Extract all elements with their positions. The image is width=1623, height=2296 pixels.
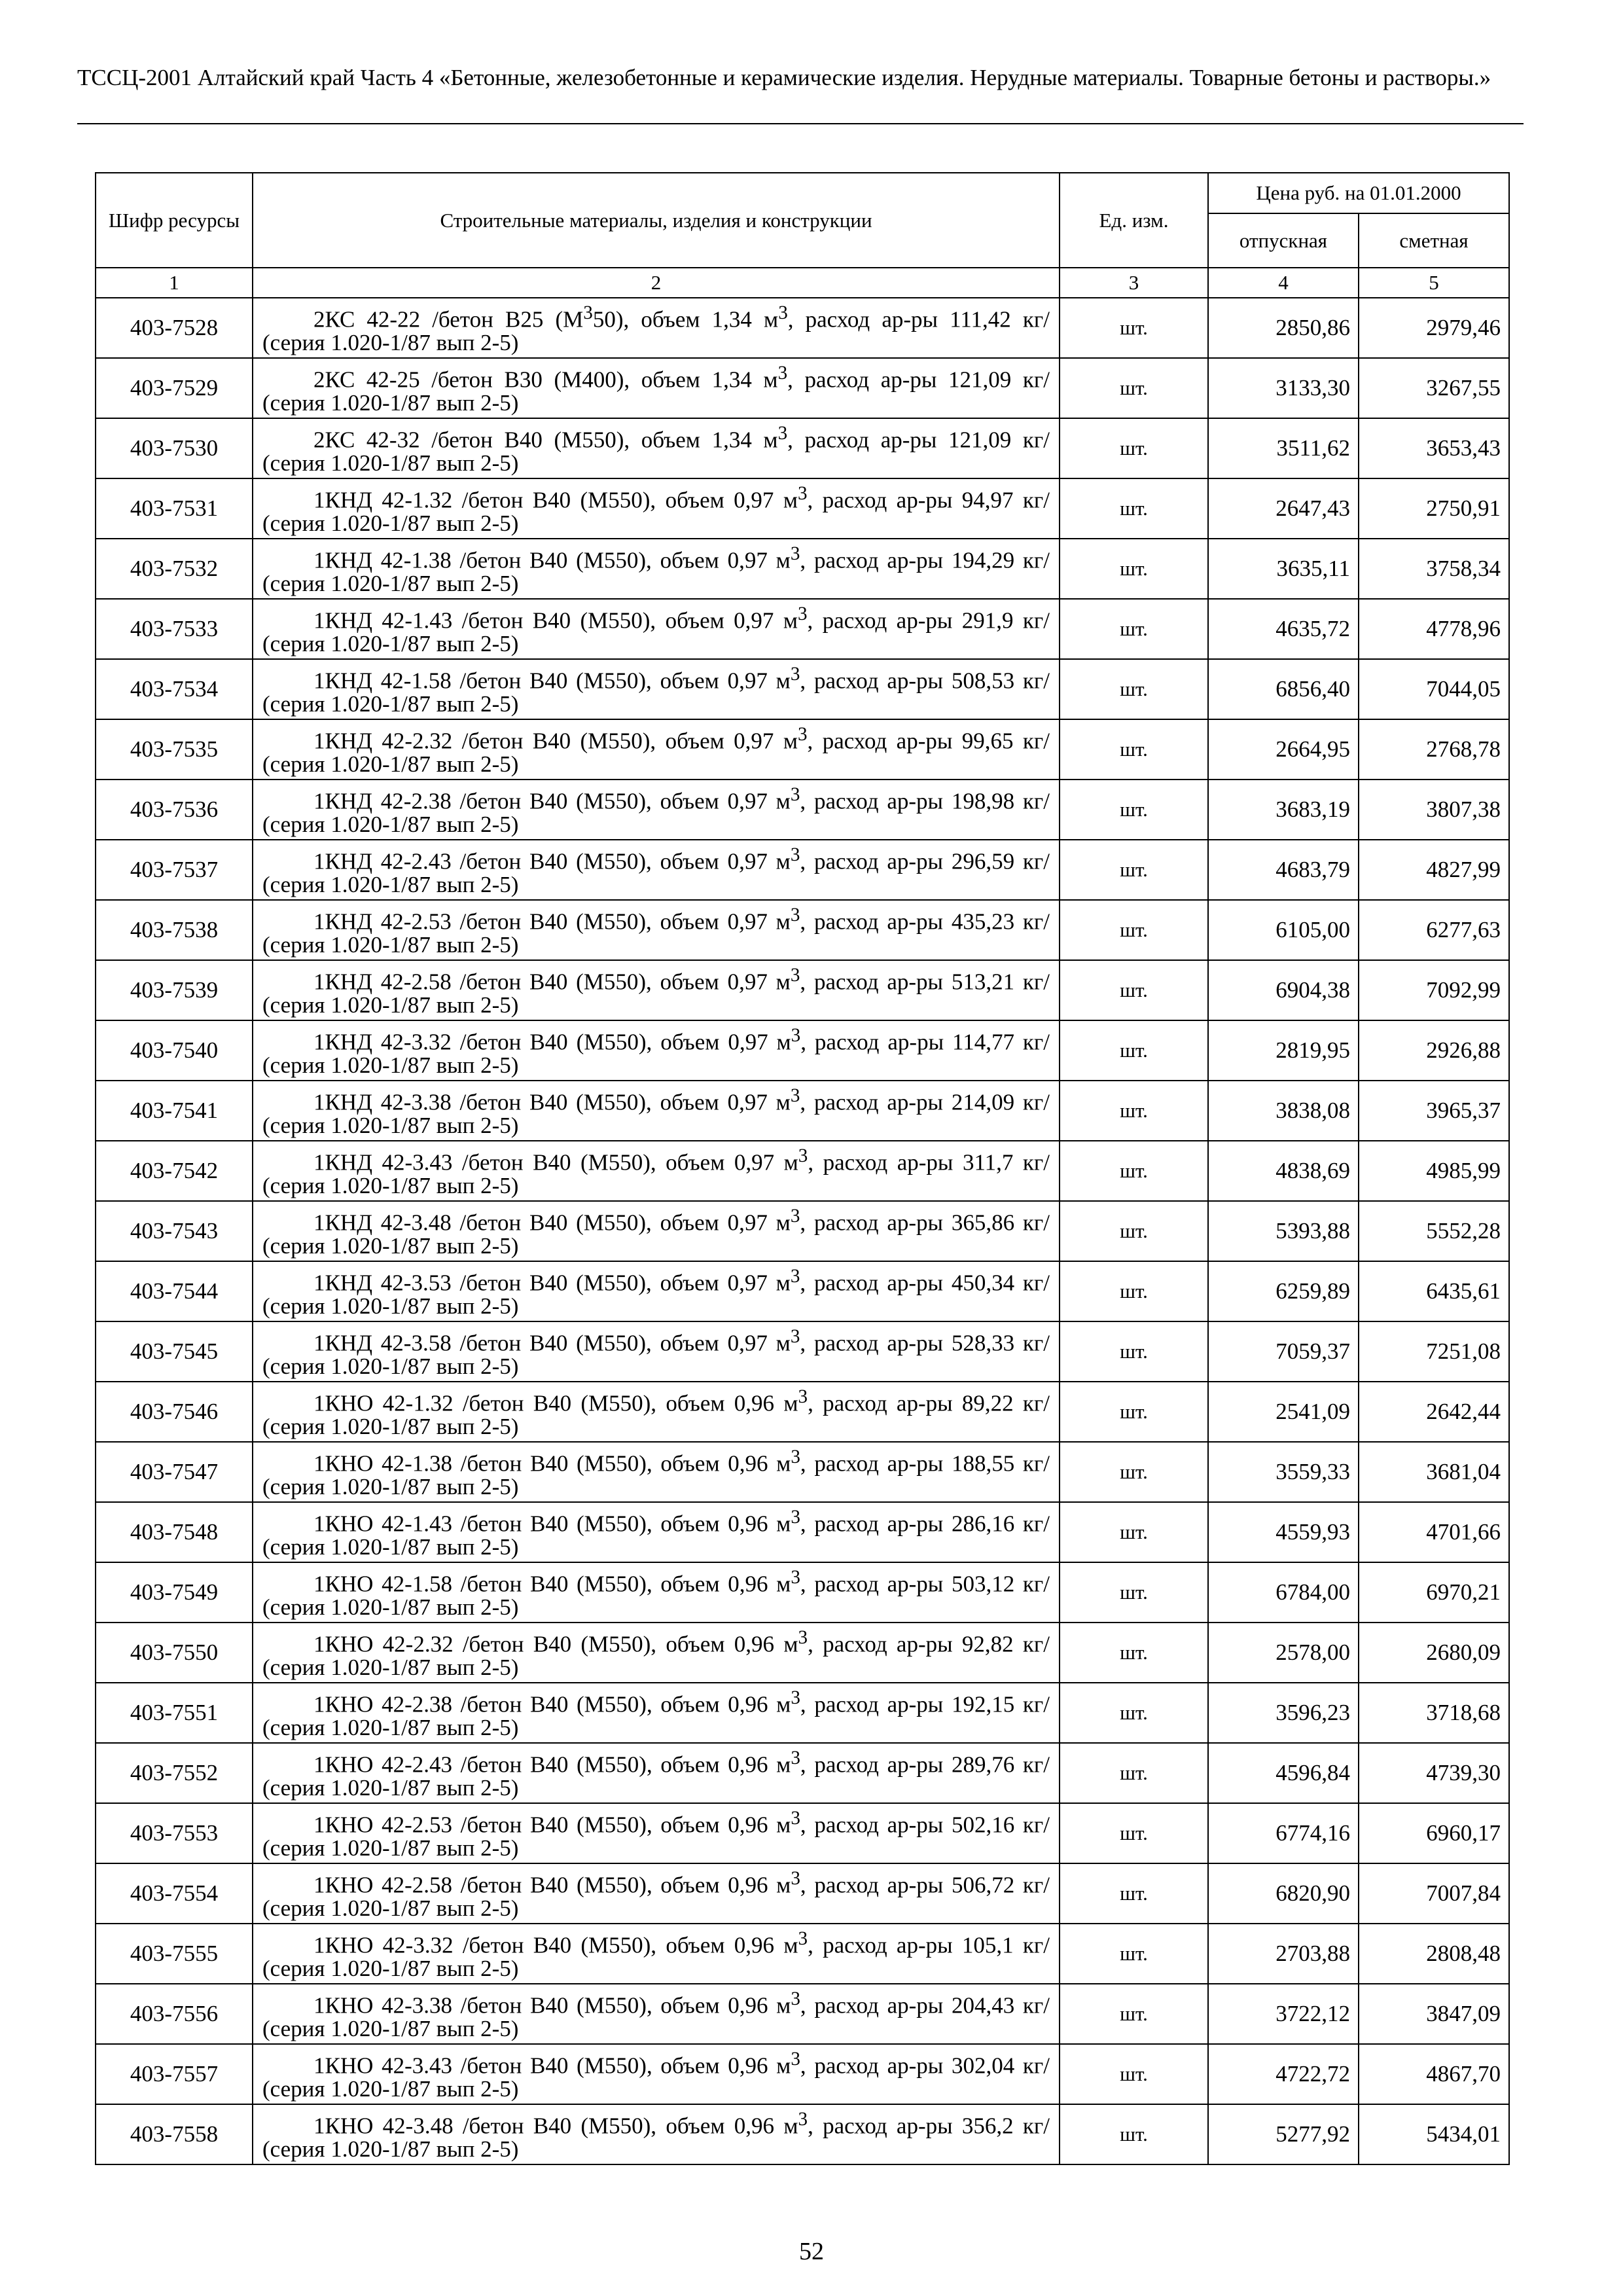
description-text: , расход ар-ры 289,76 кг/ (серия 1.020-1/87 вып 2-5) (262, 1751, 1050, 1801)
description-text: 1КНД 42-1.43 /бетон В40 (М550), объем 0,97 м (313, 607, 798, 634)
header-release-price: отпускная (1208, 213, 1359, 268)
resource-code: 403-7535 (96, 719, 253, 780)
estimate-price: 6277,63 (1359, 900, 1509, 960)
table-row (96, 1201, 1509, 1261)
release-price: 3683,19 (1208, 780, 1359, 840)
release-price: 3722,12 (1208, 1984, 1359, 2044)
material-description (253, 1020, 1060, 1081)
unit-of-measure: шт. (1060, 358, 1208, 418)
unit-of-measure: шт. (1060, 1683, 1208, 1743)
resource-code: 403-7531 (96, 478, 253, 539)
estimate-price: 3653,43 (1359, 418, 1509, 478)
header-estimate-price: сметная (1359, 213, 1509, 268)
unit-of-measure: шт. (1060, 2104, 1208, 2164)
unit-of-measure: шт. (1060, 1321, 1208, 1382)
superscript: 3 (798, 1386, 808, 1407)
material-description (253, 1683, 1060, 1743)
table-row (96, 1020, 1509, 1081)
description-text: , расход ар-ры 365,86 кг/ (серия 1.020-1/87 вып 2-5) (262, 1210, 1050, 1259)
table-row (96, 1924, 1509, 1984)
estimate-price: 7092,99 (1359, 960, 1509, 1020)
superscript: 3 (797, 482, 808, 504)
resource-code: 403-7556 (96, 1984, 253, 2044)
table-row (96, 840, 1509, 900)
table-row (96, 1743, 1509, 1803)
superscript: 3 (791, 1566, 800, 1588)
resource-code: 403-7557 (96, 2044, 253, 2104)
description-text: , расход ар-ры 528,33 кг/ (серия 1.020-1/87 вып 2-5) (262, 1330, 1050, 1380)
description-text: 1КНО 42-2.32 /бетон В40 (М550), объем 0,96 м (313, 1631, 798, 1657)
material-description (253, 1863, 1060, 1924)
description-text: , расход ар-ры 111,42 кг/ (серия 1.020-1/87 вып 2-5) (262, 306, 1050, 356)
release-price: 6820,90 (1208, 1863, 1359, 1924)
superscript: 3 (790, 844, 800, 865)
description-text: , расход ар-ры 296,59 кг/ (серия 1.020-1/87 вып 2-5) (262, 848, 1050, 898)
superscript: 3 (791, 2048, 800, 2070)
description-text: 1КНО 42-2.38 /бетон В40 (М550), объем 0,96 м (313, 1691, 791, 1717)
superscript: 3 (790, 1325, 800, 1347)
header-code: Шифр ресурсы (96, 173, 253, 268)
description-text: 1КНД 42-1.32 /бетон В40 (М550), объем 0,97 м (313, 487, 798, 513)
resource-code: 403-7541 (96, 1081, 253, 1141)
description-text: , расход ар-ры 92,82 кг/ (серия 1.020-1/87 вып 2-5) (262, 1631, 1050, 1681)
estimate-price: 3681,04 (1359, 1442, 1509, 1502)
unit-of-measure: шт. (1060, 2044, 1208, 2104)
table-row (96, 1984, 1509, 2044)
description-text: , расход ар-ры 435,23 кг/ (серия 1.020-1/87 вып 2-5) (262, 908, 1050, 958)
estimate-price: 3847,09 (1359, 1984, 1509, 2044)
estimate-price: 3807,38 (1359, 780, 1509, 840)
estimate-price: 7251,08 (1359, 1321, 1509, 1382)
description-text: , расход ар-ры 121,09 кг/ (серия 1.020-1/87 вып 2-5) (262, 367, 1050, 416)
header-price-group: Цена руб. на 01.01.2000 (1208, 173, 1509, 213)
resource-code: 403-7545 (96, 1321, 253, 1382)
release-price: 3511,62 (1208, 418, 1359, 478)
material-description (253, 1141, 1060, 1201)
table-row (96, 599, 1509, 659)
table-row (96, 539, 1509, 599)
description-text: 1КНО 42-1.43 /бетон В40 (М550), объем 0,96 м (313, 1511, 791, 1537)
release-price: 2664,95 (1208, 719, 1359, 780)
table-row (96, 2044, 1509, 2104)
table-row (96, 1623, 1509, 1683)
table-row (96, 358, 1509, 418)
unit-of-measure: шт. (1060, 1141, 1208, 1201)
table-row (96, 780, 1509, 840)
description-text: , расход ар-ры 311,7 кг/ (серия 1.020-1/87 вып 2-5) (262, 1149, 1050, 1199)
release-price: 3559,33 (1208, 1442, 1359, 1502)
description-text: 1КНО 42-3.38 /бетон В40 (М550), объем 0,96 м (313, 1992, 791, 2018)
estimate-price: 5434,01 (1359, 2104, 1509, 2164)
superscript: 3 (790, 1205, 800, 1227)
description-text: , расход ар-ры 302,04 кг/ (серия 1.020-1/87 вып 2-5) (262, 2053, 1050, 2102)
description-text: , расход ар-ры 105,1 кг/ (серия 1.020-1/87 вып 2-5) (262, 1932, 1050, 1982)
unit-of-measure: шт. (1060, 1502, 1208, 1562)
release-price: 2850,86 (1208, 298, 1359, 358)
estimate-price: 5552,28 (1359, 1201, 1509, 1261)
estimate-price: 2680,09 (1359, 1623, 1509, 1683)
description-text: , расход ар-ры 214,09 кг/ (серия 1.020-1/87 вып 2-5) (262, 1089, 1050, 1139)
table-row (96, 298, 1509, 358)
description-text: 1КНО 42-2.53 /бетон В40 (М550), объем 0,96 м (313, 1812, 791, 1838)
description-text: , расход ар-ры 94,97 кг/ (серия 1.020-1/87 вып 2-5) (262, 487, 1050, 537)
material-description (253, 1623, 1060, 1683)
resource-code: 403-7551 (96, 1683, 253, 1743)
material-description (253, 840, 1060, 900)
unit-of-measure: шт. (1060, 840, 1208, 900)
table-row (96, 478, 1509, 539)
resource-code: 403-7546 (96, 1382, 253, 1442)
table-row (96, 1261, 1509, 1321)
table-row (96, 1081, 1509, 1141)
release-price: 3596,23 (1208, 1683, 1359, 1743)
estimate-price: 3758,34 (1359, 539, 1509, 599)
description-text: 1КНО 42-2.43 /бетон В40 (М550), объем 0,96 м (313, 1751, 791, 1778)
resource-code: 403-7547 (96, 1442, 253, 1502)
unit-of-measure: шт. (1060, 780, 1208, 840)
release-price: 2819,95 (1208, 1020, 1359, 1081)
material-description (253, 418, 1060, 478)
unit-of-measure: шт. (1060, 659, 1208, 719)
estimate-price: 7007,84 (1359, 1863, 1509, 1924)
description-text: , расход ар-ры 291,9 кг/ (серия 1.020-1/87 вып 2-5) (262, 607, 1050, 657)
table-row (96, 1321, 1509, 1382)
resource-code: 403-7555 (96, 1924, 253, 1984)
superscript: 3 (797, 723, 808, 745)
description-text: 2КС 42-32 /бетон В40 (М550), объем 1,34 м (313, 427, 778, 453)
resource-code: 403-7529 (96, 358, 253, 418)
superscript: 3 (790, 663, 800, 685)
material-description (253, 1743, 1060, 1803)
column-number: 4 (1208, 268, 1359, 298)
header-divider (77, 123, 1524, 124)
description-text: 1КНО 42-1.58 /бетон В40 (М550), объем 0,96 м (313, 1571, 791, 1597)
description-text: 1КНО 42-1.32 /бетон В40 (М550), объем 0,96 м (313, 1390, 798, 1416)
table-row (96, 1863, 1509, 1924)
resource-code: 403-7550 (96, 1623, 253, 1683)
table-row (96, 719, 1509, 780)
release-price: 4722,72 (1208, 2044, 1359, 2104)
superscript: 3 (791, 1747, 800, 1768)
header-name: Строительные материалы, изделия и конструкции (253, 173, 1060, 268)
table-row (96, 960, 1509, 1020)
resource-code: 403-7544 (96, 1261, 253, 1321)
release-price: 3838,08 (1208, 1081, 1359, 1141)
release-price: 7059,37 (1208, 1321, 1359, 1382)
release-price: 6259,89 (1208, 1261, 1359, 1321)
description-text: , расход ар-ры 506,72 кг/ (серия 1.020-1/87 вып 2-5) (262, 1872, 1050, 1922)
material-description (253, 2044, 1060, 2104)
superscript: 3 (791, 1446, 800, 1467)
material-description (253, 1502, 1060, 1562)
release-price: 4635,72 (1208, 599, 1359, 659)
superscript: 3 (778, 302, 788, 323)
description-text: 1КНД 42-2.53 /бетон В40 (М550), объем 0,97 м (313, 908, 791, 935)
column-number: 2 (253, 268, 1060, 298)
description-text: , расход ар-ры 89,22 кг/ (серия 1.020-1/87 вып 2-5) (262, 1390, 1050, 1440)
description-text: 1КНО 42-1.38 /бетон В40 (М550), объем 0,96 м (313, 1450, 791, 1477)
description-text: 1КНД 42-3.48 /бетон В40 (М550), объем 0,97 м (313, 1210, 791, 1236)
material-description (253, 298, 1060, 358)
material-description (253, 539, 1060, 599)
release-price: 3635,11 (1208, 539, 1359, 599)
table-row (96, 1141, 1509, 1201)
unit-of-measure: шт. (1060, 478, 1208, 539)
description-text: , расход ар-ры 450,34 кг/ (серия 1.020-1/87 вып 2-5) (262, 1270, 1050, 1319)
superscript: 3 (583, 302, 593, 323)
resource-code: 403-7548 (96, 1502, 253, 1562)
release-price: 6105,00 (1208, 900, 1359, 960)
estimate-price: 3267,55 (1359, 358, 1509, 418)
material-description (253, 1442, 1060, 1502)
material-description (253, 1382, 1060, 1442)
unit-of-measure: шт. (1060, 1081, 1208, 1141)
superscript: 3 (790, 543, 800, 564)
description-text: 1КНД 42-2.38 /бетон В40 (М550), объем 0,97 м (313, 788, 791, 814)
material-description (253, 1984, 1060, 2044)
description-text: , расход ар-ры 286,16 кг/ (серия 1.020-1/87 вып 2-5) (262, 1511, 1050, 1560)
release-price: 2647,43 (1208, 478, 1359, 539)
estimate-price: 6960,17 (1359, 1803, 1509, 1863)
release-price: 6856,40 (1208, 659, 1359, 719)
resource-code: 403-7538 (96, 900, 253, 960)
table-row (96, 900, 1509, 960)
description-text: 1КНО 42-2.58 /бетон В40 (М550), объем 0,96 м (313, 1872, 791, 1898)
estimate-price: 2979,46 (1359, 298, 1509, 358)
release-price: 2541,09 (1208, 1382, 1359, 1442)
estimate-price: 2808,48 (1359, 1924, 1509, 1984)
superscript: 3 (798, 1626, 808, 1648)
table-row (96, 1442, 1509, 1502)
description-text: 1КНД 42-1.58 /бетон В40 (М550), объем 0,97 м (313, 668, 791, 694)
superscript: 3 (791, 1506, 800, 1528)
superscript: 3 (791, 1807, 800, 1829)
header-unit: Ед. изм. (1060, 173, 1208, 268)
price-table (95, 172, 1510, 2165)
unit-of-measure: шт. (1060, 719, 1208, 780)
unit-of-measure: шт. (1060, 1984, 1208, 2044)
unit-of-measure: шт. (1060, 1803, 1208, 1863)
estimate-price: 4827,99 (1359, 840, 1509, 900)
unit-of-measure: шт. (1060, 1261, 1208, 1321)
description-text: , расход ар-ры 194,29 кг/ (серия 1.020-1/87 вып 2-5) (262, 547, 1050, 597)
description-text: 1КНД 42-2.43 /бетон В40 (М550), объем 0,97 м (313, 848, 791, 874)
unit-of-measure: шт. (1060, 1623, 1208, 1683)
resource-code: 403-7530 (96, 418, 253, 478)
unit-of-measure: шт. (1060, 599, 1208, 659)
estimate-price: 6970,21 (1359, 1562, 1509, 1623)
description-text: , расход ар-ры 198,98 кг/ (серия 1.020-1/87 вып 2-5) (262, 788, 1050, 838)
description-text: 1КНД 42-3.43 /бетон В40 (М550), объем 0,97 м (313, 1149, 798, 1175)
unit-of-measure: шт. (1060, 960, 1208, 1020)
description-text: , расход ар-ры 121,09 кг/ (серия 1.020-1/87 вып 2-5) (262, 427, 1050, 476)
page-header: ТССЦ-2001 Алтайский край Часть 4 «Бетонные, железобетонные и керамические изделия. Нерудные материалы. Товарные бетоны и растворы.» (77, 65, 1491, 90)
superscript: 3 (791, 1867, 800, 1889)
material-description (253, 599, 1060, 659)
estimate-price: 4739,30 (1359, 1743, 1509, 1803)
description-text: 50), объем 1,34 м (592, 306, 779, 332)
table-row (96, 418, 1509, 478)
superscript: 3 (798, 1145, 808, 1166)
resource-code: 403-7549 (96, 1562, 253, 1623)
resource-code: 403-7558 (96, 2104, 253, 2164)
release-price: 6784,00 (1208, 1562, 1359, 1623)
description-text: , расход ар-ры 192,15 кг/ (серия 1.020-1/87 вып 2-5) (262, 1691, 1050, 1741)
resource-code: 403-7537 (96, 840, 253, 900)
superscript: 3 (797, 603, 808, 624)
material-description (253, 659, 1060, 719)
superscript: 3 (790, 964, 800, 986)
material-description (253, 780, 1060, 840)
description-text: 1КНО 42-3.48 /бетон В40 (М550), объем 0,96 м (313, 2113, 798, 2139)
resource-code: 403-7539 (96, 960, 253, 1020)
description-text: 2КС 42-25 /бетон В30 (М400), объем 1,34 м (313, 367, 778, 393)
release-price: 4596,84 (1208, 1743, 1359, 1803)
material-description (253, 1261, 1060, 1321)
unit-of-measure: шт. (1060, 1562, 1208, 1623)
superscript: 3 (790, 1265, 800, 1287)
material-description (253, 1201, 1060, 1261)
description-text: , расход ар-ры 99,65 кг/ (серия 1.020-1/87 вып 2-5) (262, 728, 1050, 778)
resource-code: 403-7542 (96, 1141, 253, 1201)
release-price: 5393,88 (1208, 1201, 1359, 1261)
estimate-price: 4778,96 (1359, 599, 1509, 659)
table-row (96, 1562, 1509, 1623)
resource-code: 403-7540 (96, 1020, 253, 1081)
description-text: , расход ар-ры 114,77 кг/ (серия 1.020-1/87 вып 2-5) (262, 1029, 1050, 1079)
material-description (253, 478, 1060, 539)
unit-of-measure: шт. (1060, 1743, 1208, 1803)
page-number: 52 (799, 2238, 824, 2265)
material-description (253, 1924, 1060, 1984)
superscript: 3 (798, 1928, 808, 1949)
estimate-price: 7044,05 (1359, 659, 1509, 719)
estimate-price: 2750,91 (1359, 478, 1509, 539)
unit-of-measure: шт. (1060, 298, 1208, 358)
release-price: 2703,88 (1208, 1924, 1359, 1984)
table-row (96, 1502, 1509, 1562)
superscript: 3 (777, 362, 788, 384)
resource-code: 403-7528 (96, 298, 253, 358)
material-description (253, 358, 1060, 418)
material-description (253, 1321, 1060, 1382)
description-text: , расход ар-ры 356,2 кг/ (серия 1.020-1/87 вып 2-5) (262, 2113, 1050, 2162)
resource-code: 403-7532 (96, 539, 253, 599)
release-price: 6904,38 (1208, 960, 1359, 1020)
description-text: , расход ар-ры 513,21 кг/ (серия 1.020-1/87 вып 2-5) (262, 969, 1050, 1018)
unit-of-measure: шт. (1060, 418, 1208, 478)
release-price: 3133,30 (1208, 358, 1359, 418)
superscript: 3 (791, 1024, 801, 1046)
unit-of-measure: шт. (1060, 900, 1208, 960)
unit-of-measure: шт. (1060, 1863, 1208, 1924)
estimate-price: 6435,61 (1359, 1261, 1509, 1321)
unit-of-measure: шт. (1060, 1442, 1208, 1502)
unit-of-measure: шт. (1060, 1924, 1208, 1984)
description-text: , расход ар-ры 502,16 кг/ (серия 1.020-1/87 вып 2-5) (262, 1812, 1050, 1861)
table-row (96, 1382, 1509, 1442)
description-text: 1КНД 42-1.38 /бетон В40 (М550), объем 0,97 м (313, 547, 791, 573)
material-description (253, 900, 1060, 960)
release-price: 5277,92 (1208, 2104, 1359, 2164)
material-description (253, 2104, 1060, 2164)
resource-code: 403-7536 (96, 780, 253, 840)
release-price: 6774,16 (1208, 1803, 1359, 1863)
superscript: 3 (777, 422, 788, 444)
unit-of-measure: шт. (1060, 1020, 1208, 1081)
superscript: 3 (791, 1687, 800, 1708)
estimate-price: 2768,78 (1359, 719, 1509, 780)
material-description (253, 960, 1060, 1020)
superscript: 3 (790, 904, 800, 925)
column-number: 3 (1060, 268, 1208, 298)
description-text: 1КНД 42-2.58 /бетон В40 (М550), объем 0,97 м (313, 969, 791, 995)
resource-code: 403-7552 (96, 1743, 253, 1803)
description-text: 2КС 42-22 /бетон В25 (М (313, 306, 584, 332)
description-text: 1КНД 42-3.53 /бетон В40 (М550), объем 0,97 м (313, 1270, 791, 1296)
description-text: 1КНД 42-3.58 /бетон В40 (М550), объем 0,97 м (313, 1330, 791, 1356)
table-row (96, 1683, 1509, 1743)
column-number: 5 (1359, 268, 1509, 298)
estimate-price: 3718,68 (1359, 1683, 1509, 1743)
description-text: 1КНО 42-3.43 /бетон В40 (М550), объем 0,96 м (313, 2053, 791, 2079)
superscript: 3 (798, 2108, 808, 2130)
resource-code: 403-7553 (96, 1803, 253, 1863)
description-text: , расход ар-ры 503,12 кг/ (серия 1.020-1/87 вып 2-5) (262, 1571, 1050, 1621)
estimate-price: 2642,44 (1359, 1382, 1509, 1442)
material-description (253, 1081, 1060, 1141)
resource-code: 403-7543 (96, 1201, 253, 1261)
estimate-price: 4701,66 (1359, 1502, 1509, 1562)
estimate-price: 4867,70 (1359, 2044, 1509, 2104)
release-price: 4683,79 (1208, 840, 1359, 900)
estimate-price: 2926,88 (1359, 1020, 1509, 1081)
unit-of-measure: шт. (1060, 1382, 1208, 1442)
unit-of-measure: шт. (1060, 539, 1208, 599)
table-row (96, 2104, 1509, 2164)
estimate-price: 3965,37 (1359, 1081, 1509, 1141)
resource-code: 403-7533 (96, 599, 253, 659)
superscript: 3 (790, 1085, 800, 1106)
resource-code: 403-7554 (96, 1863, 253, 1924)
estimate-price: 4985,99 (1359, 1141, 1509, 1201)
table-row (96, 659, 1509, 719)
superscript: 3 (790, 783, 800, 805)
resource-code: 403-7534 (96, 659, 253, 719)
material-description (253, 719, 1060, 780)
description-text: 1КНО 42-3.32 /бетон В40 (М550), объем 0,96 м (313, 1932, 798, 1958)
description-text: 1КНД 42-3.32 /бетон В40 (М550), объем 0,97 м (313, 1029, 791, 1055)
description-text: 1КНД 42-3.38 /бетон В40 (М550), объем 0,97 м (313, 1089, 791, 1115)
release-price: 2578,00 (1208, 1623, 1359, 1683)
description-text: , расход ар-ры 204,43 кг/ (серия 1.020-1/87 вып 2-5) (262, 1992, 1050, 2042)
unit-of-measure: шт. (1060, 1201, 1208, 1261)
material-description (253, 1803, 1060, 1863)
table-row (96, 1803, 1509, 1863)
material-description (253, 1562, 1060, 1623)
release-price: 4559,93 (1208, 1502, 1359, 1562)
description-text: , расход ар-ры 188,55 кг/ (серия 1.020-1/87 вып 2-5) (262, 1450, 1050, 1500)
description-text: , расход ар-ры 508,53 кг/ (серия 1.020-1/87 вып 2-5) (262, 668, 1050, 717)
release-price: 4838,69 (1208, 1141, 1359, 1201)
description-text: 1КНД 42-2.32 /бетон В40 (М550), объем 0,97 м (313, 728, 798, 754)
superscript: 3 (791, 1988, 800, 2009)
column-number: 1 (96, 268, 253, 298)
